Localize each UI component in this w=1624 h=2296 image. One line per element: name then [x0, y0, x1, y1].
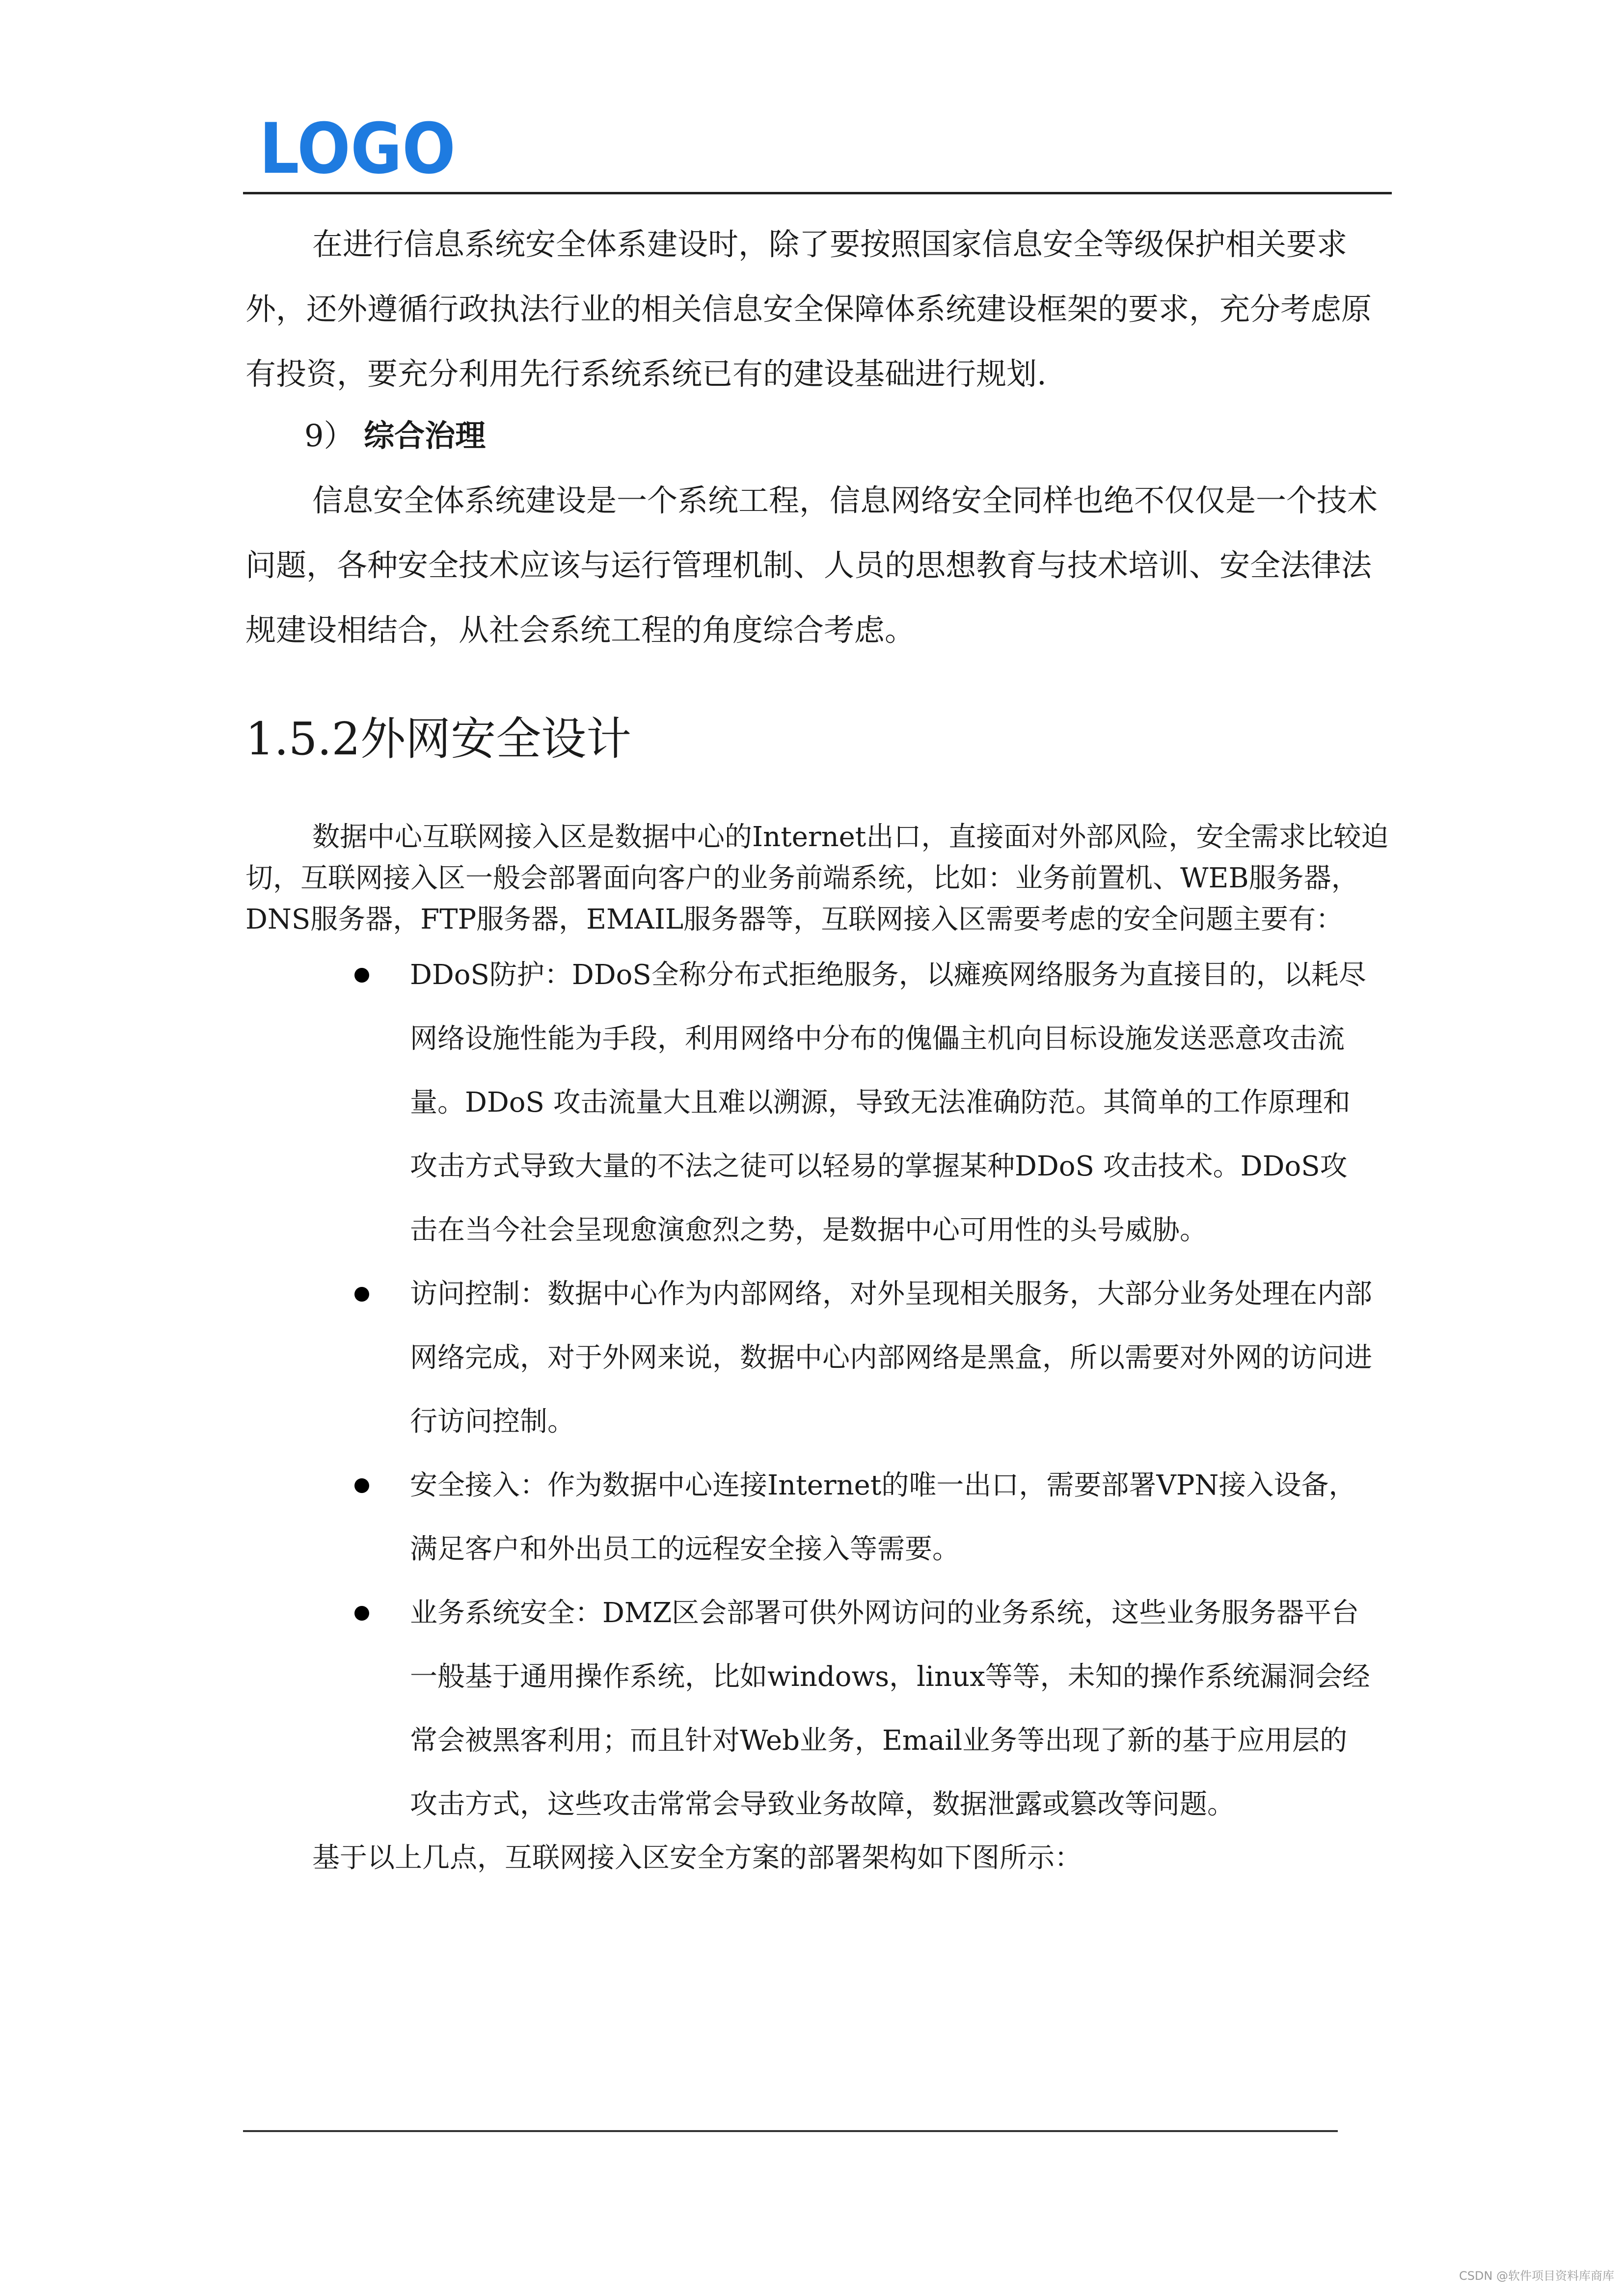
section-heading: 1.5.2外网安全设计 — [245, 713, 632, 765]
item-9-title: 综合治理 — [364, 418, 486, 454]
bullet-item-access-control: 访问控制：数据中心作为内部网络，对外呈现相关服务，大部分业务处理在内部网络完成，对于外网来说，数据中心内部网络是黑盒，所以需要对外网的访问进行访问控制。 — [410, 1278, 1372, 1438]
bullet-dot — [354, 968, 369, 983]
footer-divider — [243, 2130, 1338, 2132]
bullet-dot — [354, 1478, 369, 1493]
bullet-dot — [354, 1606, 369, 1621]
logo-text: LOGO — [259, 118, 456, 182]
bullet-item-secure-access: 安全接入：作为数据中心连接Internet的唯一出口，需要部署VPN接入设备，满足客户和外出员工的远程安全接入等需要。 — [410, 1469, 1356, 1565]
bullet-item-business-security: 业务系统安全：DMZ区会部署可供外网访问的业务系统，这些业务服务器平台一般基于通用操作系统，比如windows，linux等等，未知的操作系统漏洞会经常会被黑客利用；而且针对Web业务，Email业务等出现了新的基于应用层的攻击方式，这些攻击常常会导致业务故障，数据泄露或篡改等问题。 — [410, 1597, 1370, 1820]
bullet-dot — [354, 1287, 369, 1302]
section-lead-paragraph: 数据中心互联网接入区是数据中心的Internet出口，直接面对外部风险，安全需求比较迫切，互联网接入区一般会部署面向客户的业务前端系统，比如：业务前置机、WEB服务器，DNS服务器，FTP服务器，EMAIL服务器等，互联网接入区需要考虑的安全问题主要有： — [245, 821, 1389, 935]
item-9-number: 9） — [304, 418, 354, 454]
intro-paragraph: 在进行信息系统安全体系建设时，除了要按照国家信息安全等级保护相关要求外，还外遵循行政执法行业的相关信息安全保障体系统建设框架的要求，充分考虑原有投资，要充分利用先行系统系统已有的建设基础进行规划. — [245, 226, 1372, 392]
header-divider — [243, 192, 1392, 194]
bullet-item-ddos: DDoS防护：DDoS全称分布式拒绝服务，以瘫痪网络服务为直接目的，以耗尽网络设施性能为手段，利用网络中分布的傀儡主机向目标设施发送恶意攻击流量。DDoS 攻击流量大且难以溯源，导致无法准确防范。其简单的工作原理和攻击方式导致大量的不法之徒可以轻易的掌握某种DDoS 攻击技术。DDoS攻击在当今社会呈现愈演愈烈之势，是数据中心可用性的头号威胁。 — [410, 959, 1366, 1246]
logo — [259, 118, 456, 182]
item-9-heading — [304, 403, 486, 468]
closing-line: 基于以上几点，互联网接入区安全方案的部署架构如下图所示： — [312, 1842, 1082, 1874]
watermark: CSDN @软件项目资料库商库 — [1459, 2269, 1614, 2283]
item-9-paragraph: 信息安全体系统建设是一个系统工程，信息网络安全同样也绝不仅仅是一个技术问题，各种安全技术应该与运行管理机制、人员的思想教育与技术培训、安全法律法规建设相结合，从社会系统工程的角度综合考虑。 — [245, 482, 1378, 648]
